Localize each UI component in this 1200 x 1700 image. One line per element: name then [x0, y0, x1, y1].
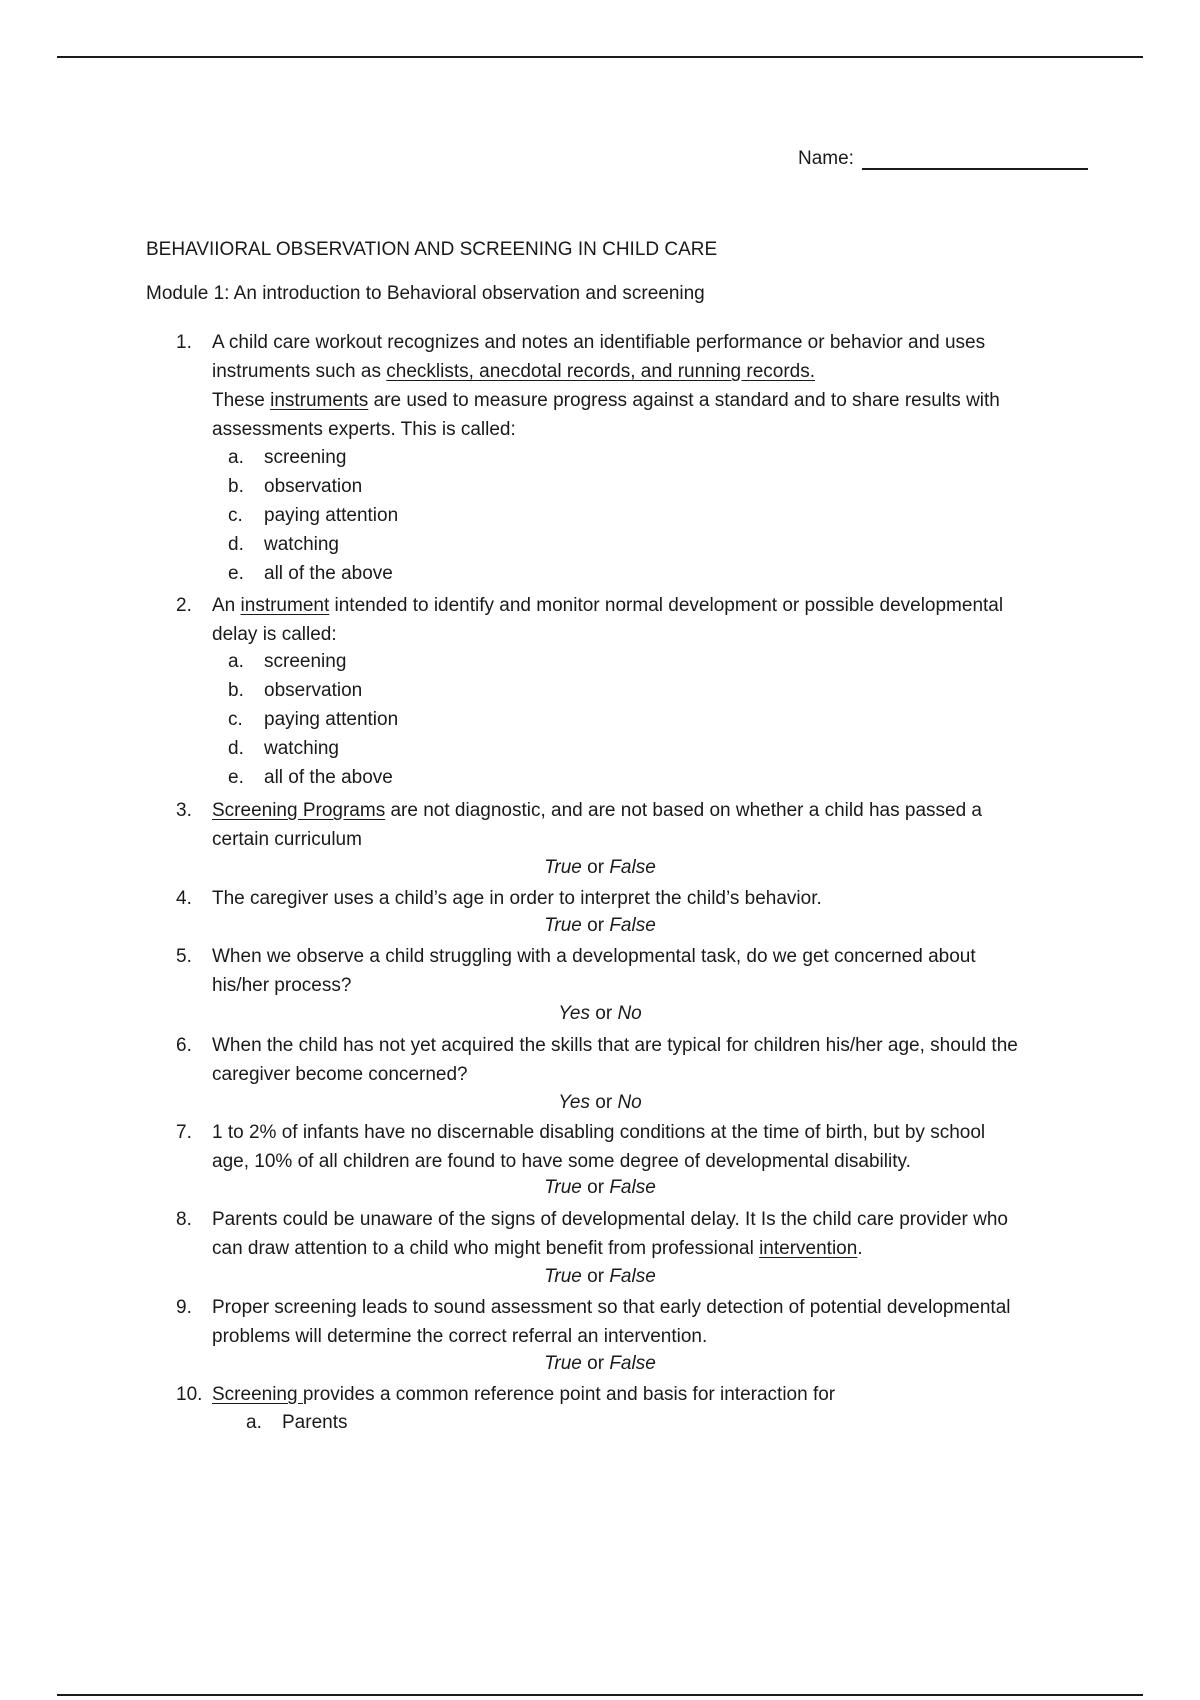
- option-item: [228, 709, 398, 731]
- text-line: are used to measure progress against a standard and to share results with: [368, 390, 1000, 411]
- answer-false[interactable]: False: [609, 1266, 656, 1287]
- text-line: When we observe a child struggling with a developmental task, do we get concerned about: [212, 946, 976, 967]
- answer-true[interactable]: True: [544, 915, 582, 936]
- question-number: 9.: [176, 1297, 192, 1318]
- option-text: paying attention: [264, 709, 399, 730]
- option-letter: c.: [228, 505, 243, 526]
- option-letter: d.: [228, 738, 244, 759]
- option-letter: a.: [228, 651, 244, 672]
- option-item: [228, 767, 393, 789]
- answer-or: or: [587, 1266, 605, 1287]
- text-line: certain curriculum: [212, 829, 362, 850]
- answer-choice: [0, 857, 1200, 879]
- answer-yes[interactable]: Yes: [558, 1092, 590, 1113]
- option-letter: b.: [228, 680, 244, 701]
- question-number: 4.: [176, 888, 192, 909]
- option-item: [246, 1412, 347, 1434]
- text-line: Parents could be unaware of the signs of developmental delay. It Is the child care provider who: [212, 1209, 1008, 1230]
- underlined-text: Screening: [212, 1384, 303, 1405]
- module-heading: Module 1: An introduction to Behavioral observation and screening: [146, 283, 705, 304]
- text-line: These: [212, 390, 271, 411]
- option-text: screening: [264, 651, 347, 672]
- answer-true[interactable]: True: [544, 857, 582, 878]
- answer-or: or: [587, 915, 605, 936]
- question-text: [212, 591, 1096, 649]
- answer-or: or: [587, 857, 605, 878]
- answer-choice: [0, 1092, 1200, 1114]
- text-line: age, 10% of all children are found to have some degree of developmental disability.: [212, 1151, 911, 1172]
- question-number: 8.: [176, 1209, 192, 1230]
- question-text: [212, 1293, 1096, 1351]
- answer-false[interactable]: False: [609, 857, 656, 878]
- name-label: Name:: [798, 148, 854, 169]
- question-number: 7.: [176, 1122, 192, 1143]
- underlined-text: Screening Programs: [212, 800, 386, 821]
- question-number: 2.: [176, 595, 192, 616]
- answer-true[interactable]: True: [544, 1177, 582, 1198]
- text-line: .: [857, 1238, 863, 1259]
- answer-no[interactable]: No: [617, 1003, 642, 1024]
- option-letter: a.: [246, 1412, 262, 1433]
- option-letter: d.: [228, 534, 244, 555]
- option-text: observation: [264, 476, 363, 497]
- answer-choice: [0, 1266, 1200, 1288]
- underlined-text: checklists, anecdotal records, and running records.: [386, 361, 816, 382]
- answer-or: or: [595, 1092, 613, 1113]
- option-text: watching: [264, 738, 339, 759]
- option-item: [228, 505, 398, 527]
- option-item: [228, 447, 346, 469]
- option-item: [228, 738, 339, 760]
- option-letter: c.: [228, 709, 243, 730]
- option-item: [228, 476, 362, 498]
- bottom-rule: [57, 1694, 1143, 1696]
- question-text: [212, 1380, 1096, 1409]
- text-line: When the child has not yet acquired the skills that are typical for children his/her age, should the: [212, 1035, 1018, 1056]
- question-text: [212, 1031, 1096, 1089]
- answer-choice: [0, 1177, 1200, 1199]
- underlined-text: intervention: [759, 1238, 858, 1259]
- text-line: problems will determine the correct referral an intervention.: [212, 1326, 708, 1347]
- top-rule: [57, 56, 1143, 58]
- option-item: [228, 534, 339, 556]
- question-text: [212, 1205, 1096, 1263]
- option-item: [228, 651, 346, 673]
- answer-false[interactable]: False: [609, 915, 656, 936]
- text-line: intended to identify and monitor normal development or possible developmental: [329, 595, 1004, 616]
- question-text: [212, 884, 1096, 913]
- answer-or: or: [587, 1353, 605, 1374]
- question-number: 1.: [176, 332, 192, 353]
- answer-yes[interactable]: Yes: [558, 1003, 590, 1024]
- answer-false[interactable]: False: [609, 1177, 656, 1198]
- question-text: [212, 1118, 1096, 1176]
- document-title: BEHAVIIORAL OBSERVATION AND SCREENING IN CHILD CARE: [146, 239, 718, 260]
- question-number: 6.: [176, 1035, 192, 1056]
- option-letter: e.: [228, 767, 244, 788]
- text-line: A child care workout recognizes and notes an identifiable performance or behavior and uses: [212, 332, 986, 353]
- text-line: The caregiver uses a child’s age in order to interpret the child’s behavior.: [212, 888, 822, 909]
- text-line: instruments such as: [212, 361, 387, 382]
- option-text: paying attention: [264, 505, 399, 526]
- question-text: [212, 796, 1096, 854]
- option-text: screening: [264, 447, 347, 468]
- option-letter: a.: [228, 447, 244, 468]
- option-text: observation: [264, 680, 363, 701]
- underlined-text: instrument: [240, 595, 330, 616]
- answer-choice: [0, 1353, 1200, 1375]
- name-blank-line[interactable]: [862, 148, 1088, 170]
- answer-choice: [0, 1003, 1200, 1025]
- answer-true[interactable]: True: [544, 1353, 582, 1374]
- option-text: all of the above: [264, 767, 393, 788]
- underlined-text: instruments: [270, 390, 369, 411]
- text-line: caregiver become concerned?: [212, 1064, 468, 1085]
- text-line: Proper screening leads to sound assessment so that early detection of potential developmental: [212, 1297, 1011, 1318]
- option-item: [228, 680, 362, 702]
- answer-or: or: [595, 1003, 613, 1024]
- text-line: his/her process?: [212, 975, 352, 996]
- question-text: [212, 942, 1096, 1000]
- answer-or: or: [587, 1177, 605, 1198]
- option-text: watching: [264, 534, 339, 555]
- option-text: Parents: [282, 1412, 348, 1433]
- option-letter: b.: [228, 476, 244, 497]
- text-line: An: [212, 595, 241, 616]
- question-text: [212, 328, 1096, 444]
- text-line: are not diagnostic, and are not based on whether a child has passed a: [385, 800, 982, 821]
- option-letter: e.: [228, 563, 244, 584]
- answer-choice: [0, 915, 1200, 937]
- question-number: 5.: [176, 946, 192, 967]
- text-line: assessments experts. This is called:: [212, 419, 516, 440]
- answer-true[interactable]: True: [544, 1266, 582, 1287]
- text-line: can draw attention to a child who might benefit from professional: [212, 1238, 760, 1259]
- text-line: delay is called:: [212, 624, 337, 645]
- option-item: [228, 563, 393, 585]
- text-line: provides a common reference point and basis for interaction for: [302, 1384, 836, 1405]
- answer-false[interactable]: False: [609, 1353, 656, 1374]
- option-text: all of the above: [264, 563, 393, 584]
- question-number: 3.: [176, 800, 192, 821]
- question-number: 10.: [176, 1384, 203, 1405]
- text-line: 1 to 2% of infants have no discernable disabling conditions at the time of birth, but by school: [212, 1122, 986, 1143]
- answer-no[interactable]: No: [617, 1092, 642, 1113]
- name-field: [798, 148, 1088, 170]
